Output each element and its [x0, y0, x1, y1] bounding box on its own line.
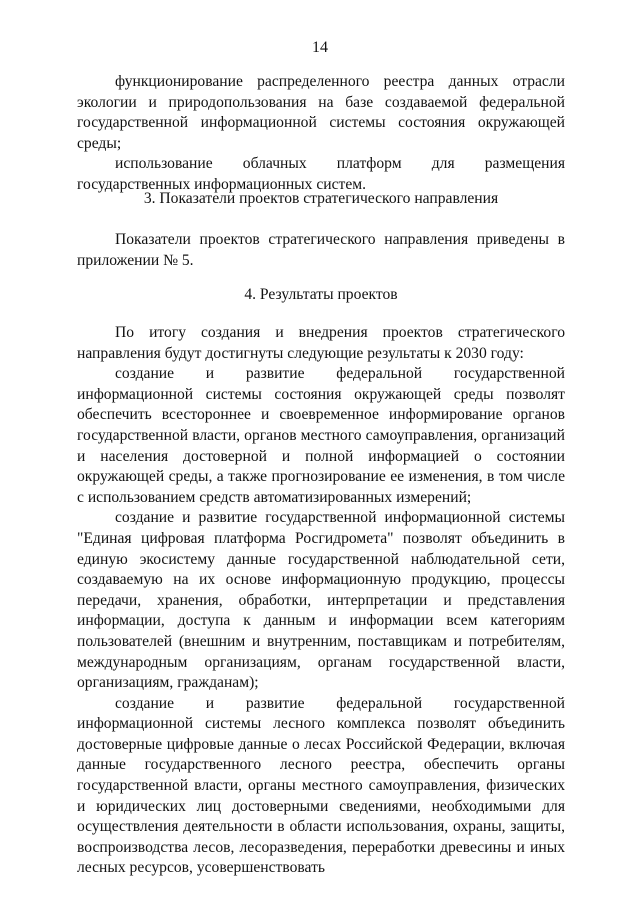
section-3-body [77, 230, 565, 271]
paragraph-roshydromet-platform: создание и развитие государственной информационной системы "Единая цифровая платформа Росгидромета" позволят объединить в единую экосистему данные государственной наблюдательной сети, создаваемую на их основе информационную продукцию, процессы передачи, хранения, обработки, интерпретации и представления информации, доступа к данным и информации всем категориям пользователей (внешним и внутренним, поставщикам и потребителям, международным организациям, органам государственной власти, организациям, гражданам); [77, 509, 565, 692]
section-3-heading: 3. Показатели проектов стратегического направления [143, 190, 499, 207]
page-number: 14 [312, 39, 328, 56]
section-4-body [77, 323, 565, 879]
paragraph-indicators: Показатели проектов стратегического направления приведены в приложении № 5. [77, 231, 565, 269]
paragraph-cloud-platforms: использование облачных платформ для размещения государственных информационных систем. [77, 155, 565, 193]
paragraph-results-intro: По итогу создания и внедрения проектов стратегического направления будут достигнуты следующие результаты к 2030 году: [77, 324, 565, 362]
paragraph-environment-system: создание и развитие федеральной государственной информационной системы состояния окружающей среды позволят обеспечить всестороннее и своевременное информирование органов государственной власти, органов местного самоуправления, организаций и населения достоверной и полной информацией о состоянии окружающей среды, а также прогнозирование ее изменения, в том числе с использованием средств автоматизированных измерений; [77, 365, 565, 506]
intro-block [77, 72, 565, 196]
section-4-heading: 4. Результаты проектов [244, 286, 398, 303]
paragraph-forest-system: создание и развитие федеральной государственной информационной системы лесного комплекса позволят объединить достоверные цифровые данные о лесах Российской Федерации, включая данные государственного лесного реестра, обеспечить органы государственной власти, органы местного самоуправления, физических и юридических лиц достоверными сведениями, необходимыми для осуществления деятельности в области использования, охраны, защиты, воспроизводства лесов, лесоразведения, переработки древесины и иных лесных ресурсов, усовершенствовать [77, 694, 565, 877]
paragraph-distributed-registry: функционирование распределенного реестра данных отрасли экологии и природопользования на базе создаваемой федеральной государственной информационной системы состояния окружающей среды; [77, 73, 565, 152]
